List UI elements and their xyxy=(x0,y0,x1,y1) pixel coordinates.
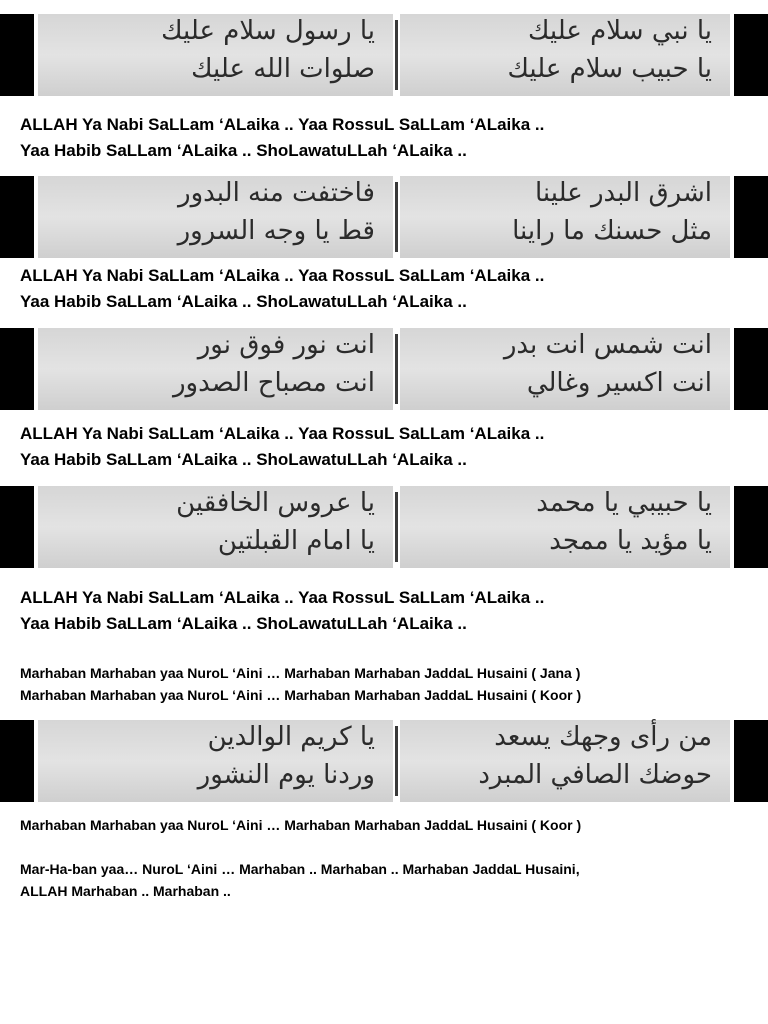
arabic-line: انت اكسير وغالي xyxy=(526,368,712,398)
arabic-panel-left xyxy=(38,328,393,410)
panel-divider xyxy=(395,492,398,562)
arabic-line: انت شمس انت بدر xyxy=(503,330,712,360)
arabic-panel-right xyxy=(400,486,730,568)
verse-line: Yaa Habib SaLLam ‘ALaika .. ShoLawatuLLah ‘ALaika .. xyxy=(20,614,467,633)
arabic-line: قط يا وجه السرور xyxy=(177,216,375,246)
left-black-bar xyxy=(0,486,34,568)
arabic-line: مثل حسنك ما راينا xyxy=(512,216,712,246)
left-black-bar xyxy=(0,328,34,410)
panel-divider xyxy=(395,20,398,90)
arabic-line: يا حبيب سلام عليك xyxy=(507,54,712,84)
arabic-panel-left xyxy=(38,176,393,258)
right-black-bar xyxy=(734,720,768,802)
arabic-line: من رأى وجهك يسعد xyxy=(494,722,712,752)
arabic-line: صلوات الله عليك xyxy=(191,54,375,84)
closing-line: ALLAH Marhaban .. Marhaban .. xyxy=(20,883,231,899)
verse-line: ALLAH Ya Nabi SaLLam ‘ALaika .. Yaa RossuL SaLLam ‘ALaika .. xyxy=(20,266,545,285)
arabic-image-strip-3 xyxy=(0,328,768,410)
arabic-panel-right xyxy=(400,176,730,258)
arabic-line: اشرق البدر علينا xyxy=(535,178,712,208)
arabic-panel-right xyxy=(400,720,730,802)
arabic-line: فاختفت منه البدور xyxy=(178,178,375,208)
arabic-line: يا كريم الوالدين xyxy=(207,722,375,752)
arabic-panel-right xyxy=(400,328,730,410)
right-black-bar xyxy=(734,176,768,258)
panel-divider xyxy=(395,334,398,404)
marhaban-line: Marhaban Marhaban yaa NuroL ‘Aini … Marhaban Marhaban JaddaL Husaini ( Koor ) xyxy=(20,687,582,703)
marhaban-line: Marhaban Marhaban yaa NuroL ‘Aini … Marhaban Marhaban JaddaL Husaini ( Koor ) xyxy=(20,817,582,833)
verse-line: ALLAH Ya Nabi SaLLam ‘ALaika .. Yaa RossuL SaLLam ‘ALaika .. xyxy=(20,115,545,134)
left-black-bar xyxy=(0,720,34,802)
verse-block-3 xyxy=(20,421,750,473)
verse-block-2 xyxy=(20,263,750,315)
arabic-panel-left xyxy=(38,720,393,802)
arabic-line: وردنا يوم النشور xyxy=(197,760,375,790)
arabic-image-strip-1 xyxy=(0,14,768,96)
panel-divider xyxy=(395,726,398,796)
left-black-bar xyxy=(0,14,34,96)
closing-line: Mar-Ha-ban yaa… NuroL ‘Aini … Marhaban .. Marhaban .. Marhaban JaddaL Husaini, xyxy=(20,861,580,877)
left-black-bar xyxy=(0,176,34,258)
arabic-panel-right xyxy=(400,14,730,96)
arabic-line: يا عروس الخافقين xyxy=(176,488,375,518)
right-black-bar xyxy=(734,14,768,96)
arabic-line: يا امام القبلتين xyxy=(217,526,375,556)
arabic-image-strip-2 xyxy=(0,176,768,258)
arabic-line: انت نور فوق نور xyxy=(197,330,375,360)
arabic-line: يا حبيبي يا محمد xyxy=(536,488,712,518)
marhaban-koor-block xyxy=(20,814,750,836)
verse-block-4 xyxy=(20,585,750,637)
arabic-line: حوضك الصافي المبرد xyxy=(478,760,712,790)
closing-block xyxy=(20,858,750,902)
verse-line: ALLAH Ya Nabi SaLLam ‘ALaika .. Yaa RossuL SaLLam ‘ALaika .. xyxy=(20,424,545,443)
arabic-line: يا رسول سلام عليك xyxy=(161,16,375,46)
arabic-line: يا نبي سلام عليك xyxy=(528,16,712,46)
verse-line: Yaa Habib SaLLam ‘ALaika .. ShoLawatuLLah ‘ALaika .. xyxy=(20,292,467,311)
panel-divider xyxy=(395,182,398,252)
arabic-panel-left xyxy=(38,14,393,96)
verse-line: Yaa Habib SaLLam ‘ALaika .. ShoLawatuLLah ‘ALaika .. xyxy=(20,141,467,160)
arabic-image-strip-5 xyxy=(0,720,768,802)
marhaban-block xyxy=(20,662,750,706)
arabic-panel-left xyxy=(38,486,393,568)
right-black-bar xyxy=(734,486,768,568)
verse-line: ALLAH Ya Nabi SaLLam ‘ALaika .. Yaa RossuL SaLLam ‘ALaika .. xyxy=(20,588,545,607)
arabic-line: يا مؤيد يا ممجد xyxy=(549,526,712,556)
verse-block-1 xyxy=(20,112,750,164)
right-black-bar xyxy=(734,328,768,410)
arabic-line: انت مصباح الصدور xyxy=(173,368,375,398)
marhaban-line: Marhaban Marhaban yaa NuroL ‘Aini … Marhaban Marhaban JaddaL Husaini ( Jana ) xyxy=(20,665,581,681)
verse-line: Yaa Habib SaLLam ‘ALaika .. ShoLawatuLLah ‘ALaika .. xyxy=(20,450,467,469)
arabic-image-strip-4 xyxy=(0,486,768,568)
